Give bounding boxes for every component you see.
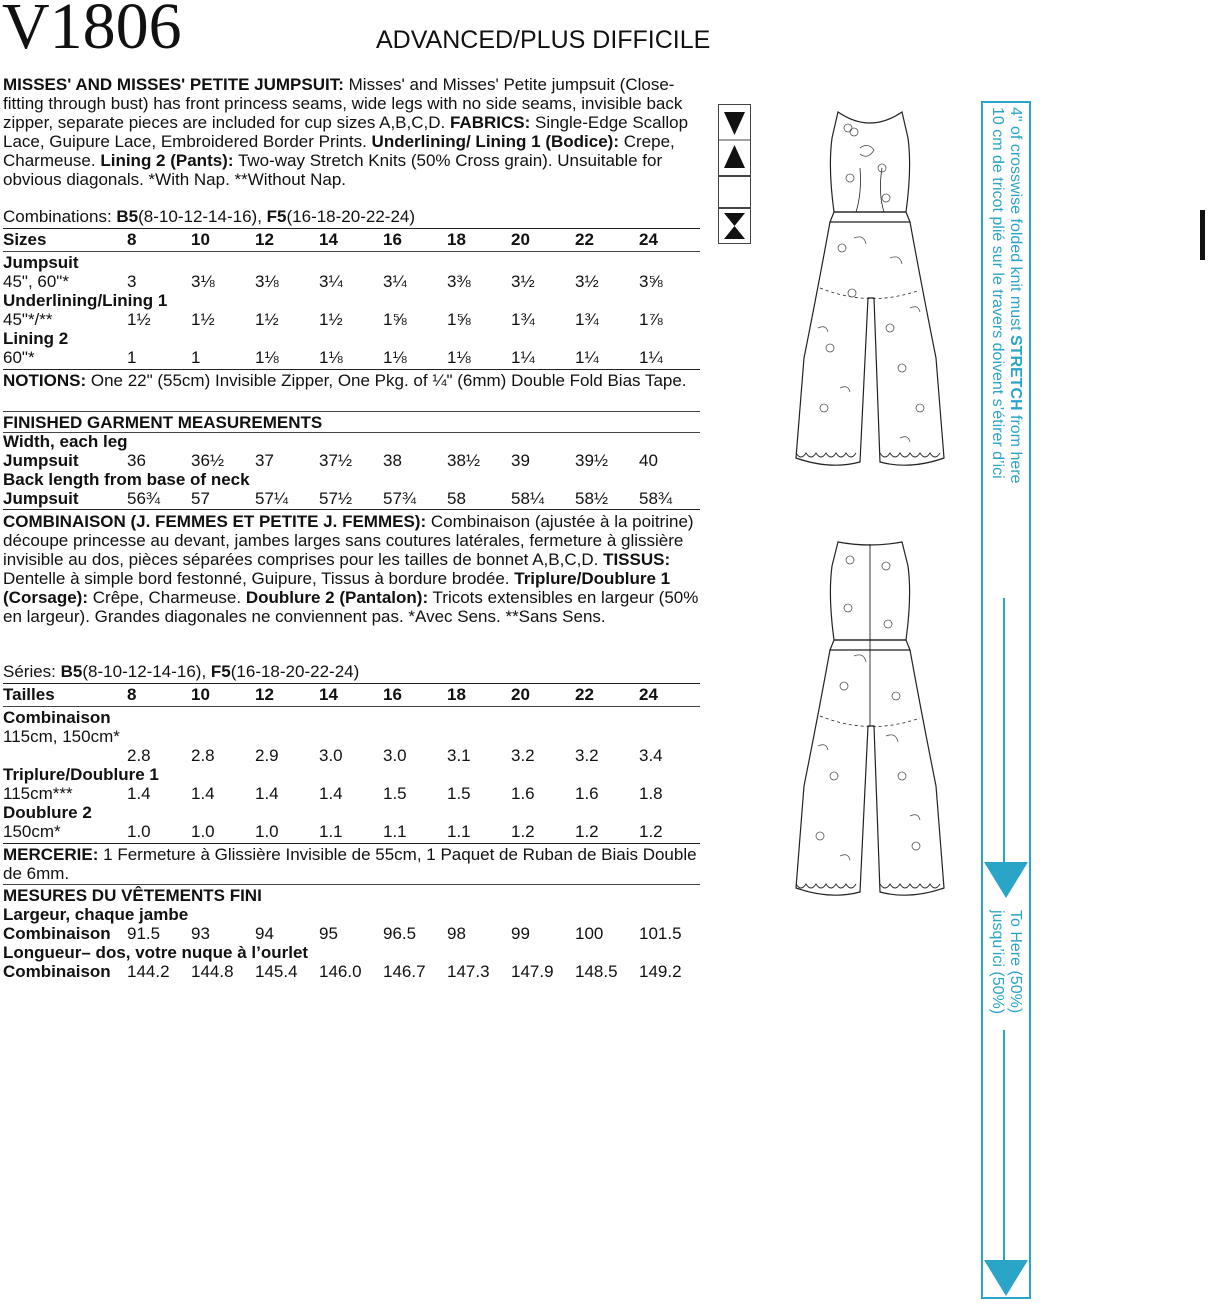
table-cell: 1⅛ — [319, 348, 343, 367]
combo-b5-sizes: (8-10-12-14-16), — [138, 207, 262, 226]
notions-label: NOTIONS: — [3, 371, 87, 390]
fabrics-text: Single-Edge Scallop Lace, Guipure Lace, Embroidered Border Prints. — [3, 113, 689, 151]
table-cell: 38 — [383, 451, 402, 470]
lining2-yardage-row — [3, 348, 700, 367]
row-label: Combinaison — [3, 924, 111, 943]
triplure-text: Crêpe, Charmeuse. — [92, 588, 242, 607]
table-cell: 1¾ — [575, 310, 599, 329]
combinations-label: Combinations: — [3, 207, 112, 226]
table-cell: 1¼ — [511, 348, 535, 367]
combinaison-yardage-row — [3, 746, 700, 765]
table-cell: 18 — [447, 685, 466, 704]
table-cell: 146.7 — [383, 962, 426, 981]
nap-symbols-box — [718, 104, 751, 176]
row-label: Combinaison — [3, 962, 111, 981]
french-description — [3, 512, 703, 626]
stretch-gauge-en-top: 4" of crosswise folded knit must STRETCH from here — [1007, 107, 1024, 484]
table-cell: 24 — [639, 685, 658, 704]
back-length-label: Back length from base of neck — [3, 470, 250, 489]
table-cell: 8 — [127, 230, 137, 249]
table-cell: 3.4 — [639, 746, 663, 765]
table-cell: 96.5 — [383, 924, 417, 943]
table-cell: 3½ — [575, 272, 599, 291]
table-cell: 56¾ — [127, 489, 161, 508]
table-cell: 1.4 — [127, 784, 151, 803]
table-cell: 3⅜ — [447, 272, 471, 291]
table-cell: 2.9 — [255, 746, 279, 765]
row-label: Tailles — [3, 685, 55, 704]
series-f5-sizes: (16-18-20-22-24) — [230, 662, 360, 681]
table-cell: 10 — [191, 230, 210, 249]
lining1-text: Crepe, Charmeuse. — [3, 132, 675, 170]
table-cell: 145.4 — [255, 962, 298, 981]
divider — [3, 884, 700, 885]
table-cell: 100 — [575, 924, 604, 943]
table-cell: 144.2 — [127, 962, 170, 981]
table-cell: 57 — [191, 489, 210, 508]
english-description — [3, 75, 703, 189]
table-cell: 3¼ — [383, 272, 407, 291]
table-cell: 1.6 — [575, 784, 599, 803]
row-label: 45", 60"* — [3, 272, 69, 291]
fabrics-label: FABRICS: — [449, 113, 531, 132]
table-cell: 38½ — [447, 451, 481, 470]
table-cell: 1½ — [319, 310, 343, 329]
divider — [3, 411, 700, 412]
divider — [3, 509, 700, 510]
table-cell: 3.2 — [511, 746, 535, 765]
underlining-yardage-row — [3, 310, 700, 329]
series-f5: F5 — [210, 662, 231, 681]
table-cell: 12 — [255, 230, 274, 249]
table-cell: 91.5 — [127, 924, 161, 943]
row-label: 60"* — [3, 348, 35, 367]
pattern-number: V1806 — [2, 0, 182, 63]
triplure-label: Triplure/Doublure 1 (Corsage): — [3, 569, 671, 607]
table-cell: 1.1 — [447, 822, 471, 841]
mercerie-text: 1 Fermeture à Glissière Invisible de 55cm, 1 Paquet de Ruban de Biais Double de 6mm. — [3, 845, 697, 883]
table-cell: 1⅞ — [639, 310, 663, 329]
table-cell: 144.8 — [191, 962, 234, 981]
table-cell: 1.4 — [319, 784, 343, 803]
table-cell: 1½ — [191, 310, 215, 329]
jumpsuit-label: Jumpsuit — [3, 253, 79, 272]
mercerie-label: MERCERIE: — [3, 845, 99, 864]
table-cell: 1.1 — [383, 822, 407, 841]
table-cell: 24 — [639, 230, 658, 249]
divider — [3, 706, 700, 707]
table-cell: 101.5 — [639, 924, 682, 943]
jumpsuit-back-sketch-icon — [790, 536, 950, 906]
table-cell: 1⅛ — [255, 348, 279, 367]
table-cell: 39½ — [575, 451, 609, 470]
table-cell: 94 — [255, 924, 274, 943]
table-cell: 22 — [575, 230, 594, 249]
lining2-label: Lining 2 (Pants): — [100, 151, 234, 170]
doublure2-yardage-row — [3, 822, 700, 841]
table-cell: 1.4 — [255, 784, 279, 803]
table-cell: 58¾ — [639, 489, 673, 508]
table-cell: 3⅛ — [191, 272, 215, 291]
width-leg-row — [3, 451, 700, 470]
table-cell: 20 — [511, 685, 530, 704]
table-cell: 1⅝ — [383, 310, 407, 329]
difficulty-label: ADVANCED/PLUS DIFFICILE — [376, 26, 711, 54]
table-cell: 1.8 — [639, 784, 663, 803]
table-cell: 40 — [639, 451, 658, 470]
fr-desc-text: Combinaison (ajustée à la poitrine) découpe princesse au devant, jambes larges sans coutures latérales, fermeture à glissière invisible au dos, pièces séparées comprises pour les tailles de bonnet A,B,C,D. — [3, 512, 694, 569]
combo-f5-sizes: (16-18-20-22-24) — [286, 207, 416, 226]
table-cell: 1.6 — [511, 784, 535, 803]
table-cell: 95 — [319, 924, 338, 943]
table-cell: 1¾ — [511, 310, 535, 329]
table-cell: 1.5 — [383, 784, 407, 803]
divider — [3, 251, 700, 252]
underlining-label: Underlining/Lining 1 — [3, 291, 168, 310]
table-cell: 99 — [511, 924, 530, 943]
table-cell: 147.3 — [447, 962, 490, 981]
table-cell: 3.2 — [575, 746, 599, 765]
table-cell: 1.0 — [127, 822, 151, 841]
lining2-row-label: Lining 2 — [3, 329, 69, 348]
mercerie — [3, 845, 703, 883]
table-cell: 1.0 — [191, 822, 215, 841]
tissus-label: TISSUS: — [603, 550, 671, 569]
doublure2-text: Tricots extensibles en largeur (50% en largeur). Grandes diagonales ne conviennent pas. *Avec Sens. **Sans Sens. — [3, 588, 699, 626]
largeur-row — [3, 924, 700, 943]
table-cell: 18 — [447, 230, 466, 249]
table-cell: 1¼ — [575, 348, 599, 367]
stretch-arrow-down-icon — [982, 860, 1030, 900]
table-cell: 37 — [255, 451, 274, 470]
without-nap-icon — [719, 209, 750, 243]
series-label: Séries: — [3, 662, 56, 681]
table-cell: 3.0 — [319, 746, 343, 765]
table-cell: 16 — [383, 685, 402, 704]
table-cell: 3½ — [511, 272, 535, 291]
table-cell: 98 — [447, 924, 466, 943]
table-cell: 58½ — [575, 489, 609, 508]
table-cell: 1½ — [255, 310, 279, 329]
table-cell: 146.0 — [319, 962, 362, 981]
table-cell: 3⅝ — [639, 272, 663, 291]
table-cell: 147.9 — [511, 962, 554, 981]
table-cell: 39 — [511, 451, 530, 470]
stretch-gauge-en-bottom: To Here (50%) — [1007, 910, 1024, 1014]
table-cell: 1 — [127, 348, 137, 367]
triplure-row-label: Triplure/Doublure 1 — [3, 765, 159, 784]
row-label: Jumpsuit — [3, 451, 79, 470]
row-label: 45"*/** — [3, 310, 53, 329]
back-length-row — [3, 489, 700, 508]
stretch-gauge-line — [1003, 598, 1005, 864]
table-cell: 36 — [127, 451, 146, 470]
jumpsuit-yardage-row — [3, 272, 700, 291]
table-cell: 58 — [447, 489, 466, 508]
table-cell: 2.8 — [191, 746, 215, 765]
table-cell: 3.0 — [383, 746, 407, 765]
width-leg-label: Width, each leg — [3, 432, 128, 451]
table-cell: 57¾ — [383, 489, 417, 508]
table-cell: 3 — [127, 272, 137, 291]
combinaison-label: Combinaison — [3, 708, 111, 727]
lining2-text: Two-way Stretch Knits (50% Cross grain). Unsuitable for obvious diagonals. *With Nap. **Without Nap. — [3, 151, 663, 189]
notions — [3, 371, 703, 390]
table-cell: 1.0 — [255, 822, 279, 841]
divider — [3, 369, 700, 370]
series-line — [3, 662, 700, 681]
row-label: 150cm* — [3, 822, 61, 841]
table-cell: 1.2 — [639, 822, 663, 841]
table-cell: 58¼ — [511, 489, 545, 508]
table-cell: 1.2 — [511, 822, 535, 841]
divider — [3, 683, 700, 684]
tailles-header-row — [3, 685, 700, 704]
jumpsuit-front-sketch-icon — [790, 108, 950, 473]
table-cell: 8 — [127, 685, 137, 704]
table-cell: 14 — [319, 230, 338, 249]
edge-mark — [1200, 210, 1205, 260]
table-cell: 1⅛ — [383, 348, 407, 367]
table-cell: 36½ — [191, 451, 225, 470]
without-nap-box — [718, 208, 751, 244]
longueur-row — [3, 962, 700, 981]
desc-title: MISSES' AND MISSES' PETITE JUMPSUIT: — [3, 75, 344, 94]
table-cell: 1⅝ — [447, 310, 471, 329]
stretch-gauge-fr-top: 10 cm de tricot plié sur le travers doivent s’étirer d’ici — [989, 107, 1006, 479]
table-cell: 1⅛ — [447, 348, 471, 367]
table-cell: 1.5 — [447, 784, 471, 803]
tissus-text: Dentelle à simple bord festonné, Guipure, Tissus à bordure brodée. — [3, 569, 510, 588]
triplure-yardage-row — [3, 784, 700, 803]
table-cell: 148.5 — [575, 962, 618, 981]
table-cell: 57¼ — [255, 489, 289, 508]
table-cell: 3.1 — [447, 746, 471, 765]
row-label: Sizes — [3, 230, 47, 249]
stretch-gauge-line — [1003, 1030, 1005, 1262]
notions-text: One 22" (55cm) Invisible Zipper, One Pkg. of ¼" (6mm) Double Fold Bias Tape. — [90, 371, 687, 390]
largeur-label: Largeur, chaque jambe — [3, 905, 189, 924]
row-label: Jumpsuit — [3, 489, 79, 508]
mesures-heading: MESURES DU VÊTEMENTS FINI — [3, 886, 262, 905]
table-cell: 149.2 — [639, 962, 682, 981]
stretch-arrow-down-icon — [982, 1258, 1030, 1298]
fr-desc-title: COMBINAISON (J. FEMMES ET PETITE J. FEMMES): — [3, 512, 427, 531]
table-cell: 1¼ — [639, 348, 663, 367]
table-cell: 93 — [191, 924, 210, 943]
sizes-header-row — [3, 230, 700, 249]
series-b5-sizes: (8-10-12-14-16), — [82, 662, 207, 681]
table-cell: 1 — [191, 348, 201, 367]
table-cell: 3⅛ — [255, 272, 279, 291]
table-cell: 37½ — [319, 451, 353, 470]
table-cell: 1.1 — [319, 822, 343, 841]
table-cell: 16 — [383, 230, 402, 249]
lining1-label: Underlining/ Lining 1 (Bodice): — [371, 132, 619, 151]
divider — [3, 228, 700, 229]
table-cell: 20 — [511, 230, 530, 249]
blank-symbol-box — [718, 176, 751, 208]
combo-b5: B5 — [116, 207, 139, 226]
divider — [3, 843, 700, 844]
doublure2-label: Doublure 2 (Pantalon): — [245, 588, 429, 607]
table-cell: 14 — [319, 685, 338, 704]
table-cell: 2.8 — [127, 746, 151, 765]
desc-text: Misses' and Misses' Petite jumpsuit (Close-fitting through bust) has front princess seams, wide legs with no side seams, invisible back zipper, separate pieces are included for cup sizes A,B,C,D. — [3, 75, 683, 132]
table-cell: 3¼ — [319, 272, 343, 291]
doublure2-row-label: Doublure 2 — [3, 803, 92, 822]
combinaison-width: 115cm, 150cm* — [3, 727, 120, 746]
table-cell: 12 — [255, 685, 274, 704]
finished-measurements-heading: FINISHED GARMENT MEASUREMENTS — [3, 413, 323, 432]
table-cell: 1.4 — [191, 784, 215, 803]
table-cell: 1.2 — [575, 822, 599, 841]
nap-arrows-icon — [719, 105, 750, 175]
table-cell: 57½ — [319, 489, 353, 508]
table-cell: 22 — [575, 685, 594, 704]
longueur-label: Longueur– dos, votre nuque à l’ourlet — [3, 943, 309, 962]
table-cell: 1½ — [127, 310, 151, 329]
stretch-gauge-fr-bottom: jusqu’ici (50%) — [989, 910, 1006, 1015]
table-cell: 10 — [191, 685, 210, 704]
combinations-line — [3, 207, 700, 226]
row-label: 115cm*** — [3, 784, 73, 803]
series-b5: B5 — [60, 662, 83, 681]
combo-f5: F5 — [266, 207, 287, 226]
